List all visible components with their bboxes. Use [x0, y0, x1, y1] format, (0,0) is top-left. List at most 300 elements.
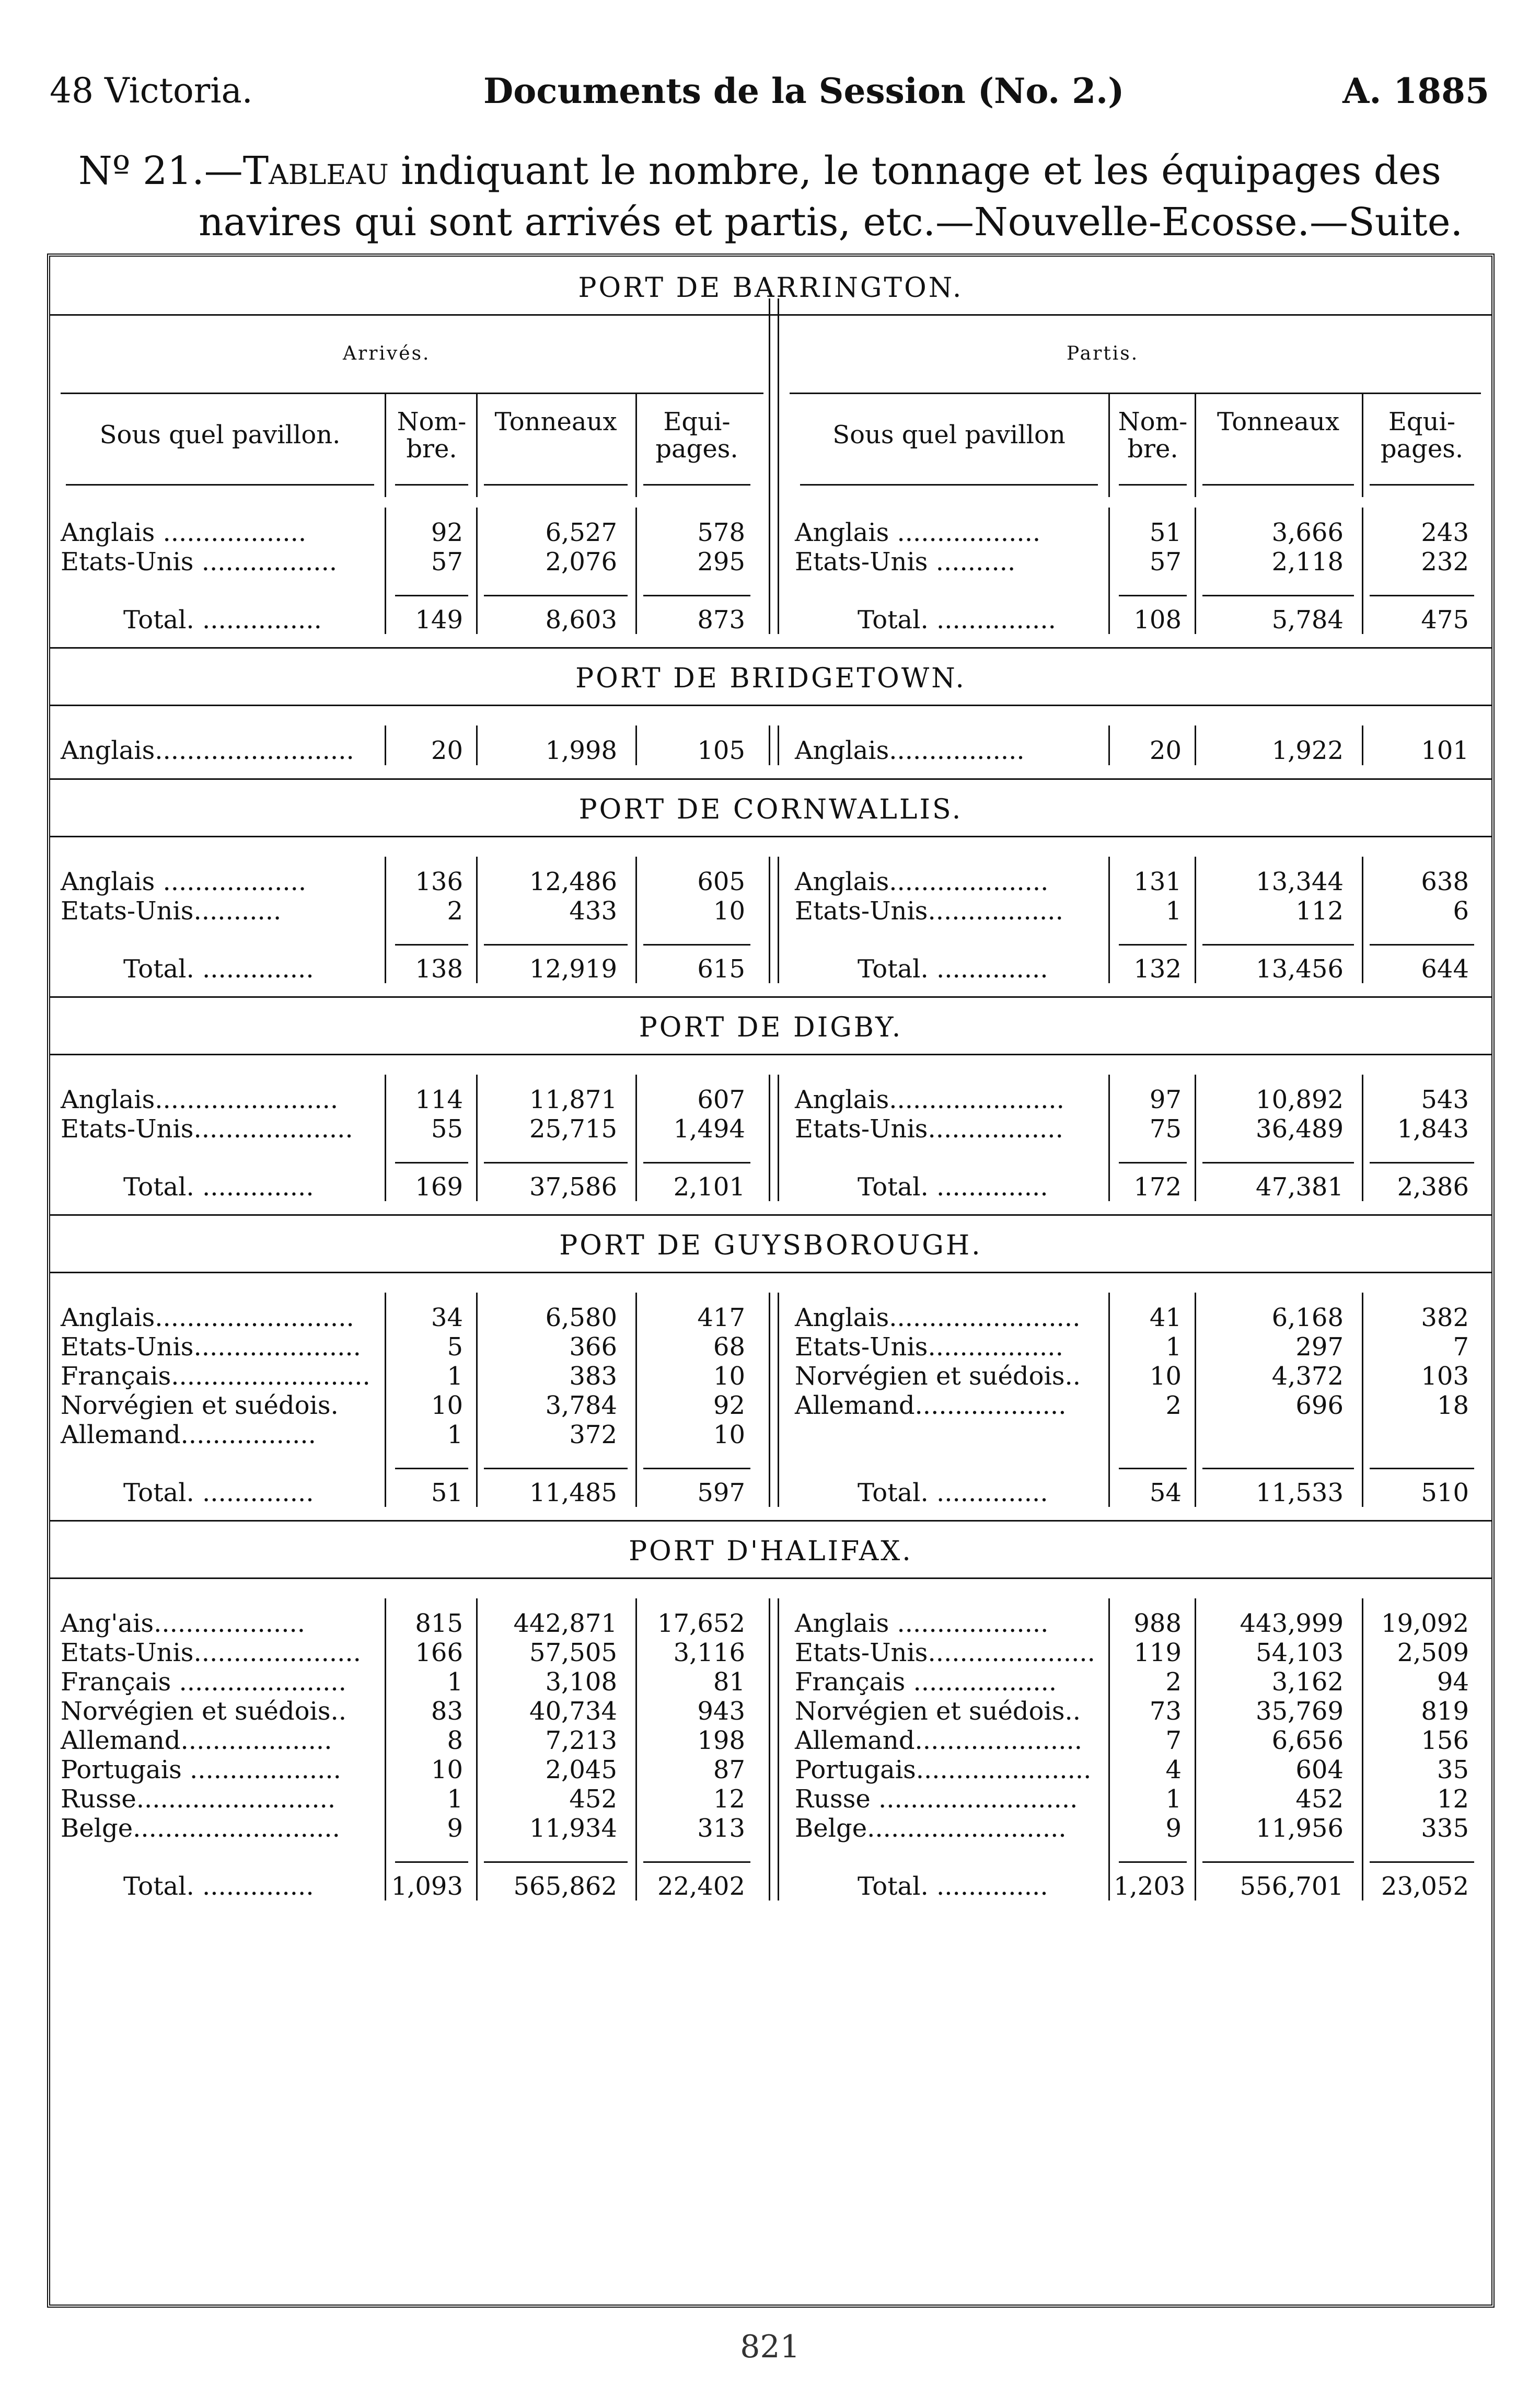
header-left: 48 Victoria. [50, 71, 253, 111]
total-equipages: 510 [1421, 1478, 1469, 1507]
total-rule [1119, 1162, 1187, 1164]
equipages-cell: 87 [713, 1755, 745, 1784]
equipages-cell: 607 [697, 1085, 745, 1114]
total-label: Total. ............... [858, 605, 1056, 635]
total-nombre: 1,093 [391, 1872, 463, 1901]
tonneaux-cell: 3,666 [1271, 518, 1344, 547]
equipages-cell: 417 [697, 1303, 745, 1332]
equipages-cell: 1,843 [1397, 1114, 1469, 1144]
column-rule [635, 1293, 637, 1507]
tonneaux-cell: 13,344 [1256, 867, 1344, 896]
tonneaux-cell: 2,118 [1271, 547, 1344, 577]
nombre-cell: 10 [1149, 1362, 1182, 1391]
total-rule [1202, 944, 1354, 946]
equipages-cell: 382 [1421, 1303, 1469, 1332]
tonneaux-cell: 6,656 [1271, 1726, 1344, 1755]
pavillon-cell: Ang'ais................... [61, 1609, 305, 1638]
column-header-nombre: Nom- bre. [1118, 407, 1188, 464]
pavillon-cell: Norvégien et suédois.. [795, 1697, 1081, 1726]
column-rule [635, 393, 637, 497]
section-rule [50, 1054, 1491, 1055]
center-separator [769, 1598, 779, 1900]
equipages-cell: 35 [1437, 1755, 1469, 1784]
total-rule [1202, 1468, 1354, 1469]
tonneaux-cell: 696 [1295, 1391, 1344, 1420]
pavillon-cell: Anglais .................. [61, 867, 307, 896]
pavillon-cell: Etats-Unis..................... [61, 1638, 361, 1667]
equipages-cell: 335 [1421, 1814, 1469, 1843]
nombre-cell: 97 [1149, 1085, 1182, 1114]
title-line1: indiquant le nombre, le tonnage et les équipages des [388, 148, 1441, 193]
tonneaux-cell: 7,213 [545, 1726, 617, 1755]
nombre-cell: 1 [447, 1784, 463, 1814]
tonneaux-cell: 57,505 [529, 1638, 617, 1667]
column-rule [1108, 1598, 1110, 1900]
total-rule [643, 944, 750, 946]
pavillon-cell: Allemand................. [61, 1420, 316, 1449]
nombre-cell: 1 [1165, 896, 1182, 926]
column-rule [385, 725, 386, 765]
port-divider [50, 778, 1491, 780]
total-label: Total. ............... [123, 605, 322, 635]
equipages-cell: 6 [1453, 896, 1469, 926]
total-tonneaux: 556,701 [1240, 1872, 1344, 1901]
pavillon-cell: Belge......................... [795, 1814, 1067, 1843]
tonneaux-cell: 12,486 [529, 867, 617, 896]
total-rule [1119, 944, 1187, 946]
equipages-cell: 605 [697, 867, 745, 896]
total-label: Total. .............. [123, 954, 314, 984]
header-right: A. 1885 [1342, 71, 1489, 111]
tonneaux-cell: 36,489 [1256, 1114, 1344, 1144]
total-rule [1370, 1468, 1474, 1469]
total-rule [1119, 1468, 1187, 1469]
tonneaux-cell: 54,103 [1256, 1638, 1344, 1667]
nombre-cell: 57 [1149, 547, 1182, 577]
tonneaux-cell: 11,871 [529, 1085, 617, 1114]
tonneaux-cell: 6,168 [1271, 1303, 1344, 1332]
tonneaux-cell: 6,527 [545, 518, 617, 547]
total-equipages: 2,386 [1397, 1172, 1469, 1202]
column-rule [1108, 1293, 1110, 1507]
column-rule [1362, 1293, 1363, 1507]
nombre-cell: 5 [447, 1332, 463, 1362]
equipages-cell: 19,092 [1381, 1609, 1469, 1638]
equipages-cell: 10 [713, 1420, 745, 1449]
column-rule [1195, 393, 1196, 497]
column-rule [476, 1598, 478, 1900]
equipages-cell: 1,494 [673, 1114, 745, 1144]
nombre-cell: 83 [431, 1697, 463, 1726]
total-rule [395, 1861, 468, 1863]
total-rule [643, 1861, 750, 1863]
column-header-underline [66, 484, 374, 486]
pavillon-cell: Allemand..................... [795, 1726, 1082, 1755]
section-rule [50, 836, 1491, 837]
tonneaux-cell: 604 [1295, 1755, 1344, 1784]
nombre-cell: 8 [447, 1726, 463, 1755]
tonneaux-cell: 443,999 [1240, 1609, 1344, 1638]
nombre-cell: 41 [1149, 1303, 1182, 1332]
tonneaux-cell: 2,076 [545, 547, 617, 577]
nombre-cell: 2 [447, 896, 463, 926]
port-heading: PORT DE BRIDGETOWN. [575, 663, 966, 694]
port-heading: PORT DE DIGBY. [639, 1012, 903, 1043]
pavillon-cell: Etats-Unis........... [61, 896, 282, 926]
nombre-cell: 34 [431, 1303, 463, 1332]
partis-heading: Partis. [1067, 343, 1139, 364]
nombre-cell: 73 [1149, 1697, 1182, 1726]
statistics-table [47, 254, 1495, 2308]
column-rule [1362, 1598, 1363, 1900]
title-number: Nº 21.— [78, 148, 243, 193]
total-nombre: 138 [415, 954, 463, 984]
total-tonneaux: 13,456 [1256, 954, 1344, 984]
nombre-cell: 119 [1133, 1638, 1182, 1667]
column-header-underline [1370, 484, 1474, 486]
total-rule [1202, 1162, 1354, 1164]
nombre-cell: 1 [447, 1420, 463, 1449]
pavillon-cell: Français ..................... [61, 1667, 346, 1697]
pavillon-cell: Belge.......................... [61, 1814, 340, 1843]
column-rule [476, 1293, 478, 1507]
nombre-cell: 9 [447, 1814, 463, 1843]
equipages-cell: 12 [713, 1784, 745, 1814]
column-rule [476, 393, 478, 497]
nombre-cell: 20 [431, 736, 463, 765]
pavillon-cell: Etats-Unis .......... [795, 547, 1016, 577]
pavillon-cell: Portugais ................... [61, 1755, 341, 1784]
equipages-cell: 156 [1421, 1726, 1469, 1755]
total-tonneaux: 8,603 [545, 605, 617, 635]
column-rule [635, 1598, 637, 1900]
total-rule [1202, 1861, 1354, 1863]
equipages-cell: 295 [697, 547, 745, 577]
column-header-equipages: Equi- pages. [655, 407, 738, 464]
column-rule [476, 1075, 478, 1201]
total-tonneaux: 12,919 [529, 954, 617, 984]
table-title [78, 145, 1489, 248]
total-tonneaux: 565,862 [513, 1872, 617, 1901]
total-nombre: 172 [1133, 1172, 1182, 1202]
equipages-cell: 638 [1421, 867, 1469, 896]
column-rule [385, 1293, 386, 1507]
nombre-cell: 55 [431, 1114, 463, 1144]
pavillon-cell: Russe ......................... [795, 1784, 1078, 1814]
center-separator [769, 1075, 779, 1201]
tonneaux-cell: 3,784 [545, 1391, 617, 1420]
nombre-cell: 10 [431, 1755, 463, 1784]
pavillon-cell: Allemand................... [61, 1726, 332, 1755]
center-separator [769, 857, 779, 983]
pavillon-cell: Anglais......................... [61, 736, 354, 765]
column-rule [1108, 1075, 1110, 1201]
column-rule [1195, 508, 1196, 634]
total-tonneaux: 11,533 [1256, 1478, 1344, 1507]
total-nombre: 51 [431, 1478, 463, 1507]
column-rule [1195, 857, 1196, 983]
title-tableau: Tableau [242, 148, 389, 193]
equipages-cell: 92 [713, 1391, 745, 1420]
nombre-cell: 166 [415, 1638, 463, 1667]
page-number: 821 [740, 2329, 800, 2365]
total-equipages: 644 [1421, 954, 1469, 984]
tonneaux-cell: 112 [1295, 896, 1344, 926]
equipages-cell: 10 [713, 896, 745, 926]
nombre-cell: 131 [1133, 867, 1182, 896]
column-header-pavillon: Sous quel pavillon. [99, 420, 341, 450]
pavillon-cell: Anglais .................. [795, 518, 1041, 547]
total-tonneaux: 37,586 [529, 1172, 617, 1202]
pavillon-cell: Français .................. [795, 1667, 1057, 1697]
column-rule [1195, 1598, 1196, 1900]
equipages-cell: 232 [1421, 547, 1469, 577]
column-rule [476, 725, 478, 765]
total-rule [1202, 595, 1354, 596]
equipages-cell: 7 [1453, 1332, 1469, 1362]
pavillon-cell: Etats-Unis................. [795, 1332, 1063, 1362]
tonneaux-cell: 433 [569, 896, 617, 926]
column-header-nombre: Nom- bre. [397, 407, 467, 464]
total-rule [1370, 595, 1474, 596]
tonneaux-cell: 372 [569, 1420, 617, 1449]
total-rule [395, 1162, 468, 1164]
equipages-cell: 17,652 [657, 1609, 745, 1638]
header-rule [790, 393, 1481, 394]
column-rule [635, 857, 637, 983]
equipages-cell: 943 [697, 1697, 745, 1726]
column-header-underline [395, 484, 468, 486]
pavillon-cell: Anglais........................ [795, 1303, 1081, 1332]
total-label: Total. .............. [858, 954, 1048, 984]
total-label: Total. .............. [123, 1872, 314, 1901]
section-rule [50, 1577, 1491, 1579]
total-rule [395, 1468, 468, 1469]
total-tonneaux: 47,381 [1256, 1172, 1344, 1202]
total-rule [1370, 1162, 1474, 1164]
total-rule [1370, 1861, 1474, 1863]
nombre-cell: 1 [1165, 1784, 1182, 1814]
column-header-equipages: Equi- pages. [1380, 407, 1464, 464]
tonneaux-cell: 297 [1295, 1332, 1344, 1362]
column-rule [385, 1075, 386, 1201]
total-rule [395, 595, 468, 596]
column-rule [385, 857, 386, 983]
nombre-cell: 9 [1165, 1814, 1182, 1843]
nombre-cell: 7 [1165, 1726, 1182, 1755]
pavillon-cell: Etats-Unis..................... [61, 1332, 361, 1362]
center-separator [769, 725, 779, 765]
tonneaux-cell: 452 [569, 1784, 617, 1814]
nombre-cell: 51 [1149, 518, 1182, 547]
tonneaux-cell: 25,715 [529, 1114, 617, 1144]
total-rule [484, 1861, 628, 1863]
equipages-cell: 68 [713, 1332, 745, 1362]
equipages-cell: 103 [1421, 1362, 1469, 1391]
nombre-cell: 136 [415, 867, 463, 896]
center-separator [769, 298, 779, 634]
total-label: Total. .............. [858, 1172, 1048, 1202]
total-nombre: 54 [1149, 1478, 1182, 1507]
column-rule [1362, 857, 1363, 983]
pavillon-cell: Norvégien et suédois.. [61, 1697, 347, 1726]
total-rule [643, 1468, 750, 1469]
pavillon-cell: Etats-Unis ................. [61, 547, 338, 577]
total-equipages: 873 [697, 605, 745, 635]
column-rule [635, 725, 637, 765]
port-divider [50, 996, 1491, 998]
column-rule [476, 857, 478, 983]
port-divider [50, 1520, 1491, 1522]
tonneaux-cell: 3,162 [1271, 1667, 1344, 1697]
total-rule [484, 1162, 628, 1164]
column-rule [385, 508, 386, 634]
nombre-cell: 92 [431, 518, 463, 547]
nombre-cell: 75 [1149, 1114, 1182, 1144]
column-rule [1108, 508, 1110, 634]
pavillon-cell: Etats-Unis................. [795, 896, 1063, 926]
pavillon-cell: Anglais .................. [61, 518, 307, 547]
nombre-cell: 815 [415, 1609, 463, 1638]
tonneaux-cell: 6,580 [545, 1303, 617, 1332]
column-rule [385, 393, 386, 497]
total-tonneaux: 5,784 [1271, 605, 1344, 635]
nombre-cell: 1 [447, 1667, 463, 1697]
port-divider [50, 1214, 1491, 1216]
nombre-cell: 988 [1133, 1609, 1182, 1638]
port-heading: PORT DE GUYSBOROUGH. [559, 1230, 982, 1261]
total-equipages: 23,052 [1381, 1872, 1469, 1901]
column-header-underline [800, 484, 1098, 486]
nombre-cell: 10 [431, 1391, 463, 1420]
running-header [50, 71, 1489, 118]
total-rule [1119, 595, 1187, 596]
port-heading: PORT DE BARRINGTON. [578, 272, 964, 304]
tonneaux-cell: 4,372 [1271, 1362, 1344, 1391]
equipages-cell: 243 [1421, 518, 1469, 547]
nombre-cell: 2 [1165, 1667, 1182, 1697]
equipages-cell: 105 [697, 736, 745, 765]
total-label: Total. .............. [123, 1172, 314, 1202]
nombre-cell: 1 [1165, 1332, 1182, 1362]
tonneaux-cell: 452 [1295, 1784, 1344, 1814]
nombre-cell: 2 [1165, 1391, 1182, 1420]
nombre-cell: 57 [431, 547, 463, 577]
column-rule [1108, 857, 1110, 983]
total-label: Total. .............. [858, 1872, 1048, 1901]
pavillon-cell: Etats-Unis.................... [61, 1114, 353, 1144]
pavillon-cell: Allemand................... [795, 1391, 1067, 1420]
tonneaux-cell: 1,998 [545, 736, 617, 765]
total-equipages: 615 [697, 954, 745, 984]
equipages-cell: 578 [697, 518, 745, 547]
equipages-cell: 198 [697, 1726, 745, 1755]
column-rule [1108, 393, 1110, 497]
nombre-cell: 4 [1165, 1755, 1182, 1784]
column-rule [1195, 1293, 1196, 1507]
column-rule [635, 508, 637, 634]
equipages-cell: 101 [1421, 736, 1469, 765]
tonneaux-cell: 366 [569, 1332, 617, 1362]
total-equipages: 2,101 [673, 1172, 745, 1202]
pavillon-cell: Etats-Unis................. [795, 1114, 1063, 1144]
pavillon-cell: Anglais...................... [795, 1085, 1064, 1114]
total-nombre: 132 [1133, 954, 1182, 984]
total-rule [643, 1162, 750, 1164]
equipages-cell: 543 [1421, 1085, 1469, 1114]
title-line2: navires qui sont arrivés et partis, etc.—Nouvelle-Ecosse.—Suite. [199, 200, 1463, 245]
pavillon-cell: Portugais...................... [795, 1755, 1092, 1784]
nombre-cell: 1 [447, 1362, 463, 1391]
tonneaux-cell: 2,045 [545, 1755, 617, 1784]
pavillon-cell: Norvégien et suédois. [61, 1391, 339, 1420]
total-rule [484, 944, 628, 946]
total-nombre: 1,203 [1114, 1872, 1186, 1901]
section-rule [50, 1272, 1491, 1273]
total-nombre: 169 [415, 1172, 463, 1202]
column-rule [635, 1075, 637, 1201]
tonneaux-cell: 35,769 [1256, 1697, 1344, 1726]
column-rule [1108, 725, 1110, 765]
total-nombre: 149 [415, 605, 463, 635]
pavillon-cell: Anglais......................... [61, 1303, 354, 1332]
column-rule [385, 1598, 386, 1900]
equipages-cell: 3,116 [673, 1638, 745, 1667]
tonneaux-cell: 40,734 [529, 1697, 617, 1726]
equipages-cell: 819 [1421, 1697, 1469, 1726]
column-rule [1362, 1075, 1363, 1201]
total-label: Total. .............. [123, 1478, 314, 1507]
total-tonneaux: 11,485 [529, 1478, 617, 1507]
nombre-cell: 114 [415, 1085, 463, 1114]
pavillon-cell: Russe......................... [61, 1784, 336, 1814]
tonneaux-cell: 1,922 [1271, 736, 1344, 765]
tonneaux-cell: 10,892 [1256, 1085, 1344, 1114]
tonneaux-cell: 11,934 [529, 1814, 617, 1843]
pavillon-cell: Anglais................. [795, 736, 1025, 765]
equipages-cell: 94 [1437, 1667, 1469, 1697]
equipages-cell: 81 [713, 1667, 745, 1697]
total-nombre: 108 [1133, 605, 1182, 635]
column-rule [1362, 393, 1363, 497]
tonneaux-cell: 442,871 [513, 1609, 617, 1638]
equipages-cell: 2,509 [1397, 1638, 1469, 1667]
pavillon-cell: Anglais....................... [61, 1085, 339, 1114]
pavillon-cell: Anglais.................... [795, 867, 1049, 896]
tonneaux-cell: 383 [569, 1362, 617, 1391]
column-header-pavillon: Sous quel pavillon [832, 420, 1066, 450]
total-rule [643, 595, 750, 596]
pavillon-cell: Français......................... [61, 1362, 370, 1391]
column-rule [1195, 725, 1196, 765]
total-rule [484, 595, 628, 596]
nombre-cell: 20 [1149, 736, 1182, 765]
header-center: Documents de la Session (No. 2.) [483, 71, 1125, 111]
equipages-cell: 12 [1437, 1784, 1469, 1814]
total-rule [484, 1468, 628, 1469]
column-header-underline [1202, 484, 1354, 486]
tonneaux-cell: 11,956 [1256, 1814, 1344, 1843]
column-header-tonneaux: Tonneaux [1217, 407, 1340, 436]
port-heading: PORT DE CORNWALLIS. [578, 794, 963, 825]
pavillon-cell: Norvégien et suédois.. [795, 1362, 1081, 1391]
total-rule [1119, 1861, 1187, 1863]
column-header-underline [1119, 484, 1187, 486]
tonneaux-cell: 3,108 [545, 1667, 617, 1697]
equipages-cell: 18 [1437, 1391, 1469, 1420]
port-divider [50, 647, 1491, 649]
equipages-cell: 10 [713, 1362, 745, 1391]
